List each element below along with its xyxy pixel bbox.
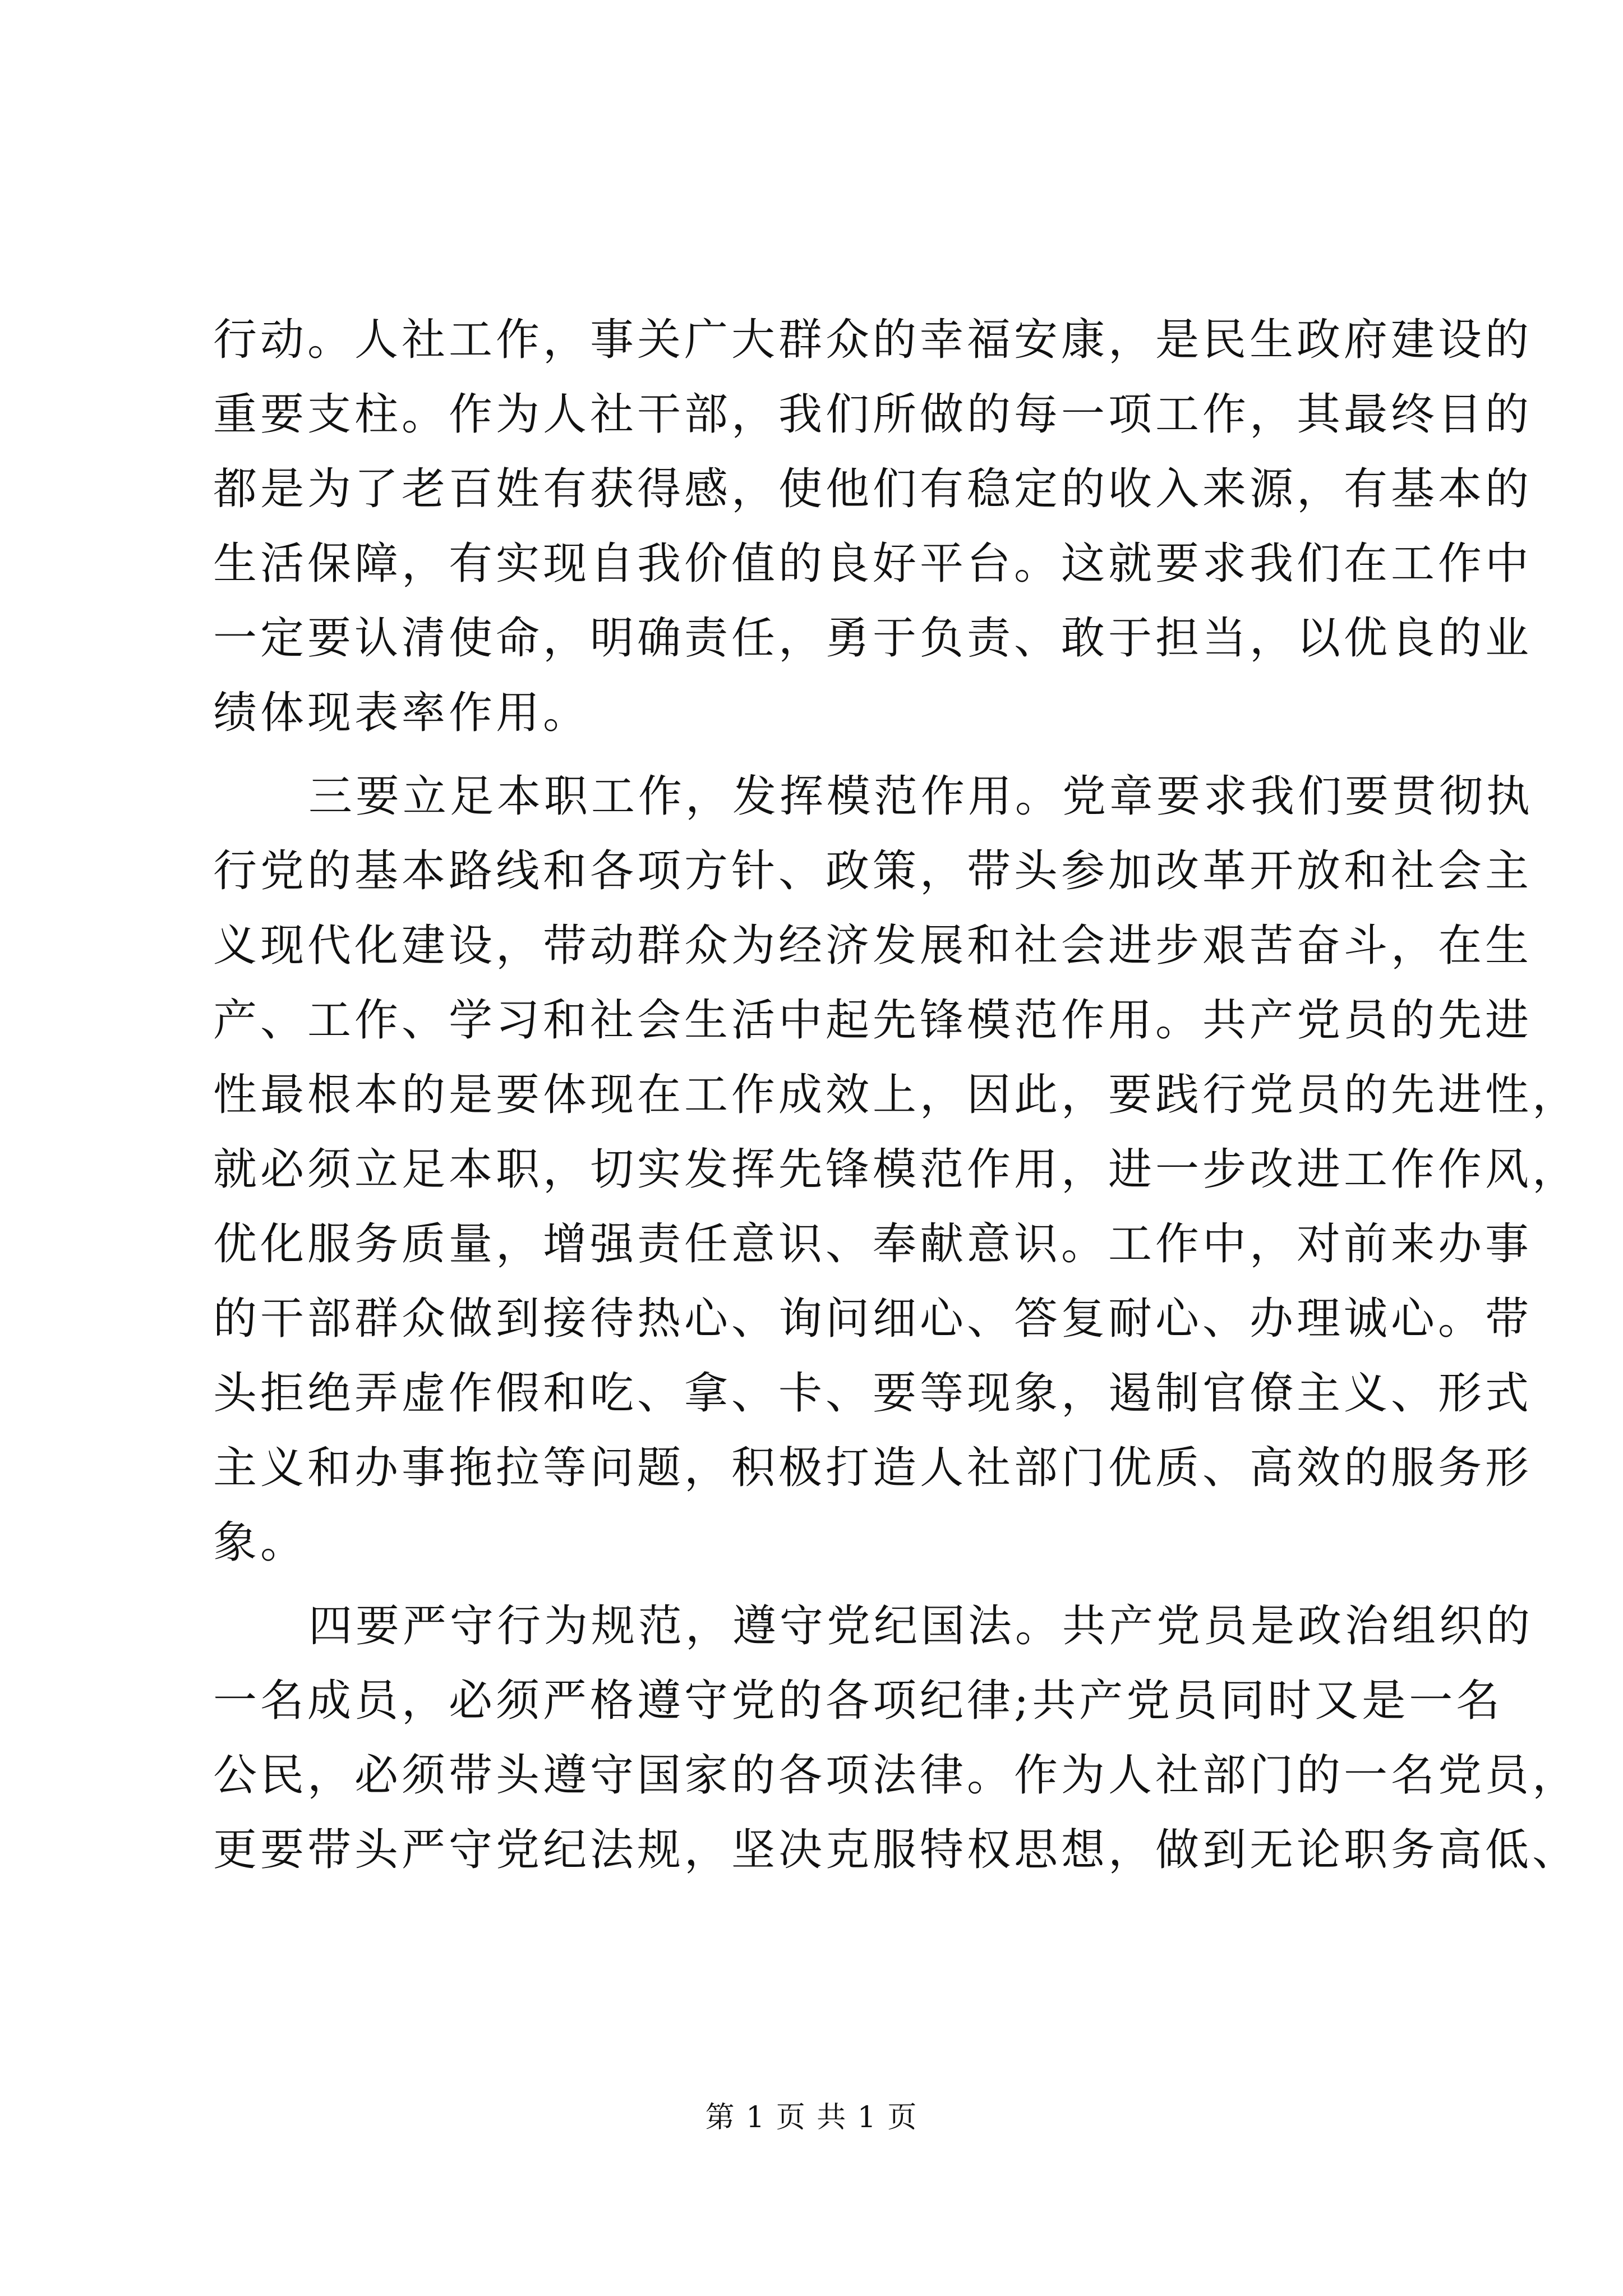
text-line: 优化服务质量，增强责任意识、奉献意识。工作中，对前来办事 [213, 1219, 1533, 1269]
text-line: 行党的基本路线和各项方针、政策，带头参加改革开放和社会主 [213, 846, 1533, 896]
text-line: 生活保障，有实现自我价值的良好平台。这就要求我们在工作中 [213, 539, 1533, 589]
text-line: 性最根本的是要体现在工作成效上，因此，要践行党员的先进性， [213, 1070, 1580, 1120]
text-line: 都是为了老百姓有获得感，使他们有稳定的收入来源，有基本的 [213, 464, 1533, 514]
page-footer: 第 1 页 共 1 页 [705, 2101, 918, 2134]
text-line: 一名成员，必须严格遵守党的各项纪律;共产党员同时又是一名 [213, 1676, 1504, 1726]
text-line: 的干部群众做到接待热心、询问细心、答复耐心、办理诚心。带 [213, 1294, 1533, 1344]
text-line: 重要支柱。作为人社干部，我们所做的每一项工作，其最终目的 [213, 389, 1533, 440]
text-line: 更要带头严守党纪法规，坚决克服特权思想，做到无论职务高低、 [213, 1825, 1580, 1875]
text-line: 就必须立足本职，切实发挥先锋模范作用，进一步改进工作作风， [213, 1144, 1580, 1195]
text-line: 一定要认清使命，明确责任，勇于负责、敢于担当，以优良的业 [213, 613, 1533, 664]
document-body [213, 303, 1580, 1888]
text-line: 公民，必须带头遵守国家的各项法律。作为人社部门的一名党员， [213, 1750, 1580, 1801]
text-line: 主义和办事拖拉等问题，积极打造人社部门优质、高效的服务形 [213, 1443, 1533, 1493]
paragraph-gap [213, 1580, 1424, 1589]
text-line: 象。 [213, 1517, 308, 1568]
text-line: 绩体现表率作用。 [213, 688, 591, 738]
paragraph-start-line: 三要立足本职工作，发挥模范作用。党章要求我们要贯彻执 [308, 771, 1534, 822]
paragraph-start-line: 四要严守行为规范，遵守党纪国法。共产党员是政治组织的 [308, 1601, 1534, 1651]
text-line: 产、工作、学习和社会生活中起先锋模范作用。共产党员的先进 [213, 995, 1533, 1046]
paragraph-gap [213, 751, 1424, 760]
text-line: 义现代化建设，带动群众为经济发展和社会进步艰苦奋斗，在生 [213, 921, 1533, 971]
text-line: 行动。人社工作，事关广大群众的幸福安康，是民生政府建设的 [213, 315, 1533, 365]
text-line: 头拒绝弄虚作假和吃、拿、卡、要等现象，遏制官僚主义、形式 [213, 1368, 1533, 1419]
